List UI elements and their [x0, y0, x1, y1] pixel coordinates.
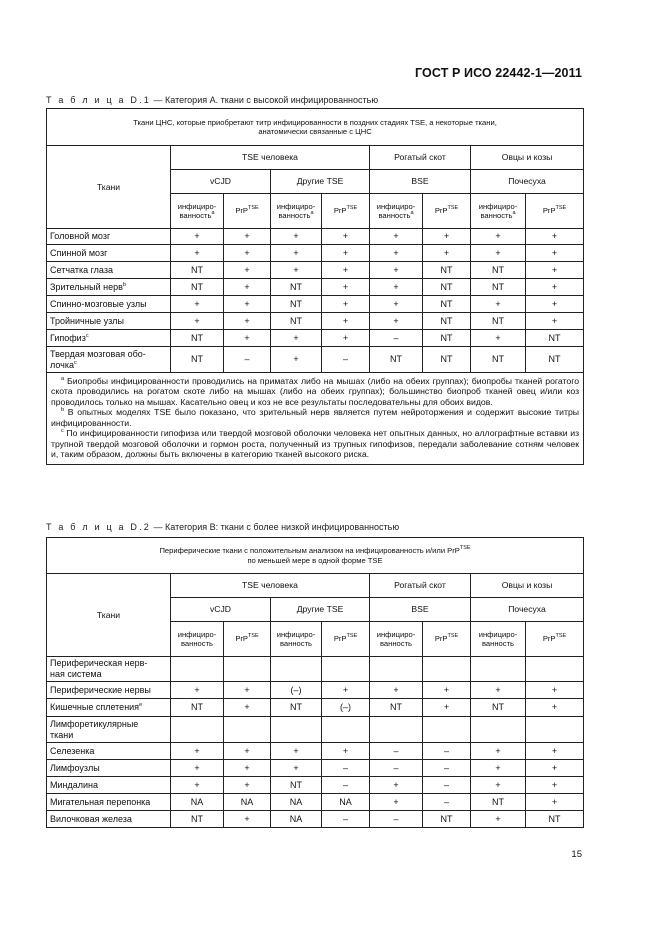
table-cell: NT	[526, 811, 584, 828]
table-cell: +	[471, 296, 526, 313]
table-cell: –	[423, 794, 471, 811]
table-cell: +	[471, 229, 526, 245]
table-cell: +	[370, 279, 423, 296]
table-cell	[322, 717, 370, 743]
table2-tissues-header: Ткани	[47, 574, 171, 657]
table1-disease-bse: BSE	[370, 170, 471, 194]
table-cell: +	[370, 245, 423, 262]
table1-sub-prp: PrP$^{TSE}$	[322, 194, 370, 229]
table-cell: NT	[370, 347, 423, 373]
table-cell: +	[171, 296, 224, 313]
table-cell	[271, 657, 322, 682]
tissue-name: Сетчатка глаза	[47, 262, 171, 279]
table-cell: +	[526, 296, 584, 313]
table-row	[47, 313, 584, 330]
table-cell: +	[271, 229, 322, 245]
table-cell: +	[526, 245, 584, 262]
table-cell: NA	[224, 794, 271, 811]
table-row	[47, 811, 584, 828]
table-cell: +	[271, 743, 322, 760]
table2-disease-other-tse: Другие TSE	[271, 598, 370, 622]
table-cell: +	[370, 296, 423, 313]
table1-sub-prp: PrP$^{TSE}$	[423, 194, 471, 229]
table-cell: NT	[423, 313, 471, 330]
table-cell	[171, 657, 224, 682]
table-cell	[171, 717, 224, 743]
table-cell	[526, 717, 584, 743]
table-cell	[370, 717, 423, 743]
table-cell	[224, 657, 271, 682]
table-cell: NT	[171, 811, 224, 828]
table1-caption-text: — Категория А. ткани с высокой инфицированностью	[151, 95, 379, 105]
table-cell: +	[224, 699, 271, 717]
table-cell: +	[471, 743, 526, 760]
table-cell: NT	[171, 279, 224, 296]
table-cell: +	[370, 682, 423, 699]
table-cell: +	[471, 760, 526, 777]
table-cell: NT	[271, 313, 322, 330]
table1-caption	[46, 95, 378, 105]
table2-top-header-line2: по меньшей мере в одной форме TSE	[247, 555, 383, 565]
table-cell: +	[471, 777, 526, 794]
table-row	[47, 760, 584, 777]
table1-top-header-line2: анатомически связанные с ЦНС	[258, 127, 372, 136]
table-row	[47, 777, 584, 794]
table-cell: +	[526, 279, 584, 296]
table-cell	[322, 657, 370, 682]
table-cell: +	[526, 229, 584, 245]
table-cell: +	[322, 330, 370, 347]
table-cell: +	[271, 330, 322, 347]
table-cell: +	[526, 777, 584, 794]
table-cell: +	[322, 313, 370, 330]
table-row	[47, 717, 584, 743]
table-cell: +	[423, 245, 471, 262]
table2-sub-infectivity: инфициро- ванность	[370, 622, 423, 657]
table1-body	[47, 229, 584, 373]
table1-sub-prp: PrP$^{TSE}$	[224, 194, 271, 229]
tissue-name: Мигательная перепонка	[47, 794, 171, 811]
table-cell: +	[526, 760, 584, 777]
table-cell: –	[423, 777, 471, 794]
table-cell: NA	[271, 811, 322, 828]
table-cell: +	[224, 743, 271, 760]
table-cell: NT	[423, 347, 471, 373]
table1-tissues-header: Ткани	[47, 146, 171, 229]
table-cell: +	[526, 313, 584, 330]
table-cell: –	[224, 347, 271, 373]
table-cell	[526, 657, 584, 682]
table2-group-human: TSE человека	[171, 574, 370, 598]
table2-sub-infectivity: инфициро- ванность	[471, 622, 526, 657]
table-cell: NT	[471, 699, 526, 717]
table-cell: +	[271, 245, 322, 262]
table1-sub-infectivity: инфициро- ванность$^a$	[471, 194, 526, 229]
table-cell: +	[526, 682, 584, 699]
table-cell: NT	[370, 699, 423, 717]
tissue-name: Головной мозг	[47, 229, 171, 245]
table-cell: +	[171, 313, 224, 330]
table-cell: +	[224, 330, 271, 347]
table1-disease-vcjd: vCJD	[171, 170, 271, 194]
table-row	[47, 657, 584, 682]
table2-sub-prp: PrP$^{TSE}$	[322, 622, 370, 657]
table-cell: +	[370, 262, 423, 279]
table-cell: NT	[423, 279, 471, 296]
table-cell	[423, 717, 471, 743]
table-cell: +	[224, 777, 271, 794]
table-cell: +	[224, 313, 271, 330]
table-row	[47, 245, 584, 262]
table1-sub-infectivity: инфициро- ванность$^a$	[370, 194, 423, 229]
table-cell	[224, 717, 271, 743]
table-cell	[423, 657, 471, 682]
table-d2	[46, 537, 584, 828]
table1-top-header	[47, 109, 584, 146]
table-cell: –	[322, 777, 370, 794]
table-cell: NT	[526, 330, 584, 347]
tissue-name: Периферическая нерв- ная система	[47, 657, 171, 682]
table-cell: –	[322, 347, 370, 373]
table-cell	[271, 717, 322, 743]
table-row	[47, 330, 584, 347]
table1-sub-infectivity: инфициро- ванность$^a$	[171, 194, 224, 229]
table2-caption	[46, 522, 399, 532]
table-cell: NT	[423, 330, 471, 347]
tissue-name: Твердая мозговая обо- лочка$^c$	[47, 347, 171, 373]
table2-disease-vcjd: vCJD	[171, 598, 271, 622]
tissue-name: Лимфоузлы	[47, 760, 171, 777]
table-cell: +	[271, 760, 322, 777]
table-cell: +	[370, 229, 423, 245]
table2-sub-prp: PrP$^{TSE}$	[423, 622, 471, 657]
table-cell: (–)	[322, 699, 370, 717]
table2-caption-prefix: Т а б л и ц а D.2	[46, 522, 152, 532]
table1-group-cattle: Рогатый скот	[370, 146, 471, 170]
table-cell: +	[370, 777, 423, 794]
tissue-name: Зрительный нерв$^b$	[47, 279, 171, 296]
table-row	[47, 347, 584, 373]
table-cell: NT	[423, 296, 471, 313]
table-cell: –	[423, 743, 471, 760]
table-cell: +	[471, 682, 526, 699]
table-cell: +	[322, 245, 370, 262]
table-cell: NT	[271, 777, 322, 794]
table-cell: +	[526, 794, 584, 811]
table-cell: NT	[271, 296, 322, 313]
table-cell: +	[171, 245, 224, 262]
table1-disease-scrapie: Почесуха	[471, 170, 584, 194]
table-cell: –	[322, 760, 370, 777]
table-cell: –	[322, 811, 370, 828]
table-cell: +	[322, 279, 370, 296]
table-row	[47, 279, 584, 296]
table-cell: +	[224, 811, 271, 828]
table-cell: (–)	[271, 682, 322, 699]
table-cell: +	[224, 682, 271, 699]
table1-sub-prp: PrP$^{TSE}$	[526, 194, 584, 229]
table-cell: +	[423, 682, 471, 699]
table1-disease-other-tse: Другие TSE	[271, 170, 370, 194]
table-row	[47, 699, 584, 717]
table2-sub-infectivity: инфициро- ванность	[171, 622, 224, 657]
table2-disease-scrapie: Почесуха	[471, 598, 584, 622]
table-cell: +	[471, 811, 526, 828]
tissue-name: Тройничные узлы	[47, 313, 171, 330]
table-cell: –	[370, 811, 423, 828]
table-cell: +	[370, 313, 423, 330]
table-cell: +	[526, 699, 584, 717]
table2-group-sheep: Овцы и козы	[471, 574, 584, 598]
table1-group-human: TSE человека	[171, 146, 370, 170]
tissue-name: Кишечные сплетения$^e$	[47, 699, 171, 717]
table-cell: NA	[271, 794, 322, 811]
table1-caption-prefix: Т а б л и ц а D.1	[46, 95, 152, 105]
table-cell: –	[423, 760, 471, 777]
table-cell: –	[370, 330, 423, 347]
tissue-name: Селезенка	[47, 743, 171, 760]
table-cell: +	[224, 296, 271, 313]
table2-body	[47, 657, 584, 828]
page-number: 15	[571, 849, 582, 860]
table-row	[47, 743, 584, 760]
footnote-c: $^c$ По инфицированности гипофиза или твердой мозговой оболочки человека нет опытных данных, но аллографтные вставки из трупной твердой мозговой оболочки и гормон роста, полученный из трупных гипофизов, передали заболевание сотням человек и, таким образом, должны быть включены в категорию тканей высокого риска.	[51, 428, 580, 460]
table-cell: NT	[171, 699, 224, 717]
tissue-name: Гипофиз$^c$	[47, 330, 171, 347]
table2-top-header-line1: Периферические ткани с положительным анализом на инфицированность и/или PrP	[159, 546, 460, 556]
table-cell: +	[271, 347, 322, 373]
table-cell: NT	[471, 313, 526, 330]
table-cell	[471, 717, 526, 743]
table-cell: NT	[171, 262, 224, 279]
table-row	[47, 229, 584, 245]
table-cell: +	[471, 330, 526, 347]
table-cell: NT	[526, 347, 584, 373]
footnote-b: $^b$ В опытных моделях TSE было показано, что зрительный нерв является путем нейроторжения и содержит высокие титры инфицированности.	[51, 407, 580, 428]
table-cell: +	[224, 262, 271, 279]
table-cell: +	[171, 229, 224, 245]
table-cell: +	[322, 229, 370, 245]
table-cell: +	[171, 760, 224, 777]
table-cell: +	[471, 245, 526, 262]
tissue-name: Лимфоретикулярные ткани	[47, 717, 171, 743]
table2-sub-infectivity: инфициро- ванность	[271, 622, 322, 657]
table-cell: +	[171, 743, 224, 760]
table-row	[47, 296, 584, 313]
table-cell: NT	[471, 279, 526, 296]
tissue-name: Спинной мозг	[47, 245, 171, 262]
table-row	[47, 794, 584, 811]
table-cell: +	[224, 279, 271, 296]
table2-disease-bse: BSE	[370, 598, 471, 622]
table-cell: +	[224, 229, 271, 245]
table-cell: +	[224, 245, 271, 262]
table-d1	[46, 108, 584, 465]
table-cell: NT	[271, 279, 322, 296]
table-cell: NT	[171, 347, 224, 373]
table-cell: +	[322, 262, 370, 279]
tissue-name: Миндалина	[47, 777, 171, 794]
table-cell: NT	[423, 262, 471, 279]
table-cell: NT	[471, 794, 526, 811]
table-cell: +	[322, 296, 370, 313]
table1-sub-infectivity: инфициро- ванность$^a$	[271, 194, 322, 229]
table-cell: NT	[423, 811, 471, 828]
table-cell: +	[224, 760, 271, 777]
table2-sub-prp: PrP$^{TSE}$	[224, 622, 271, 657]
table2-group-cattle: Рогатый скот	[370, 574, 471, 598]
document-standard-header: ГОСТ Р ИСО 22442-1—2011	[415, 66, 582, 80]
table-row	[47, 682, 584, 699]
table-row	[47, 262, 584, 279]
table-cell: +	[526, 262, 584, 279]
table-cell: NA	[171, 794, 224, 811]
table-cell: +	[271, 262, 322, 279]
table-cell	[471, 657, 526, 682]
table1-group-sheep: Овцы и козы	[471, 146, 584, 170]
table-cell: +	[322, 682, 370, 699]
table-cell: +	[171, 682, 224, 699]
table-cell: NT	[171, 330, 224, 347]
table-cell: +	[423, 699, 471, 717]
footnote-a: $^a$ Биопробы инфицированности проводились на приматах либо на мышах (либо на обеих группах); биопробы тканей рогатого скота проводились на рогатом скоте либо на мышах (либо на обеих группах); большинство биопроб тканей овец и/или коз проводилось только на мышах. Касательно овец и коз не все результаты последовательны для обоих видов.	[51, 376, 580, 407]
table-cell: +	[370, 794, 423, 811]
table-cell: –	[370, 760, 423, 777]
table1-footnotes	[47, 373, 584, 465]
table2-top-header: Периферические ткани с положительным анализом на инфицированность и/или PrP$^{TSE}$ по меньшей мере в одной форме TSE	[47, 538, 584, 574]
table-cell: NT	[271, 699, 322, 717]
table2-sub-prp: PrP$^{TSE}$	[526, 622, 584, 657]
table-cell: NA	[322, 794, 370, 811]
table-cell: –	[370, 743, 423, 760]
table-cell: NT	[471, 347, 526, 373]
table2-caption-text: — Категория В: ткани с более низкой инфицированностью	[151, 522, 400, 532]
table-cell: +	[171, 777, 224, 794]
tissue-name: Вилочковая железа	[47, 811, 171, 828]
table-cell: +	[423, 229, 471, 245]
tissue-name: Периферические нервы	[47, 682, 171, 699]
table-cell: NT	[471, 262, 526, 279]
tissue-name: Спинно-мозговые узлы	[47, 296, 171, 313]
table-cell: +	[526, 743, 584, 760]
table-cell	[370, 657, 423, 682]
table-cell: +	[322, 743, 370, 760]
table1-top-header-line1: Ткани ЦНС, которые приобретают титр инфицированности в поздних стадиях TSE, а некоторые ткани,	[133, 117, 497, 127]
